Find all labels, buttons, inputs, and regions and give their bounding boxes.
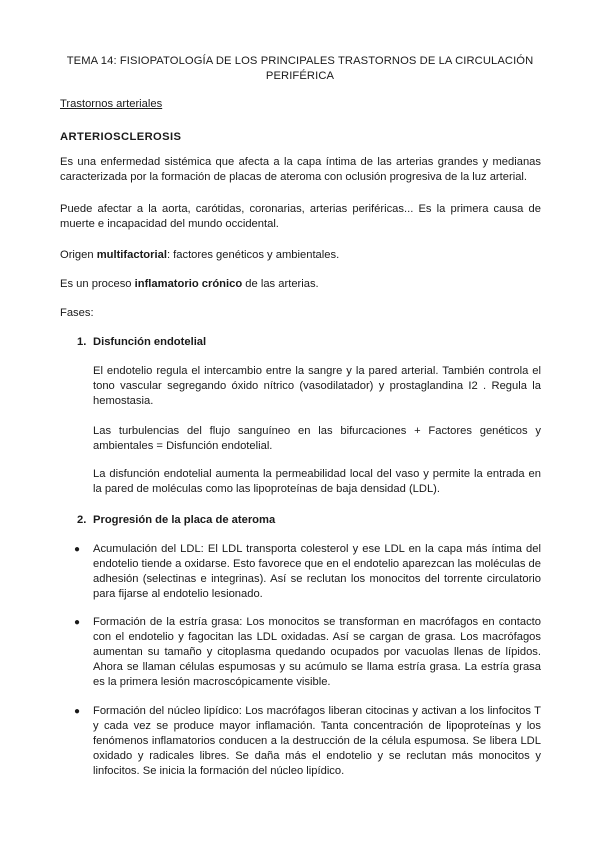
document-title: TEMA 14: FISIOPATOLOGÍA DE LOS PRINCIPALES TRASTORNOS DE LA CIRCULACIÓN PERIFÉRICA xyxy=(66,55,534,82)
phase-2-number: 2. xyxy=(77,514,87,526)
intro-paragraph-3: Origen multifactorial: factores genéticos y ambientales. xyxy=(60,249,340,261)
phase-2-bullet-item: Formación de la estría grasa: Los monocitos se transforman en macrófagos en contacto con el endotelio y fagocitan las LDL oxidadas. Así se cargan de grasa. Los macrófagos aumentan su tamaño y citoplasma quedando ocupados por vacuolas llenas de lípidos. Ahora se llaman células espumosas y su acúmulo se llama estría grasa. La estría grasa es la primera lesión macroscópicamente visible. xyxy=(93,616,541,688)
topic-heading: ARTERIOSCLEROSIS xyxy=(60,131,182,143)
intro-paragraph-2: Puede afectar a la aorta, carótidas, coronarias, arterias periféricas... Es la primera causa de muerte e incapacidad del mundo occidental. xyxy=(60,203,541,230)
phase-1-title: Disfunción endotelial xyxy=(93,336,207,348)
fases-label: Fases: xyxy=(60,307,94,319)
phase-2-title: Progresión de la placa de ateroma xyxy=(93,514,276,526)
intro-paragraph-4: Es un proceso inflamatorio crónico de las arterias. xyxy=(60,278,319,290)
intro-paragraph-1: Es una enfermedad sistémica que afecta a la capa íntima de las arterias grandes y medianas caracterizada por la formación de placas de ateroma con oclusión progresiva de la luz arterial. xyxy=(60,156,541,183)
phase-1-paragraph: El endotelio regula el intercambio entre la sangre y la pared arterial. También controla el tono vascular segregando óxido nítrico (vasodilatador) y prostaglandina I2 . Regula la hemostasia. xyxy=(93,365,541,407)
phase-1-paragraph: Las turbulencias del flujo sanguíneo en las bifurcaciones + Factores genéticos y ambientales = Disfunción endotelial. xyxy=(93,425,541,452)
phase-2-bullet-item: Formación del núcleo lipídico: Los macrófagos liberan citocinas y activan a los linfocitos T y cada vez se produce mayor inflamación. Tanta concentración de lipoproteínas y los fenómenos inflamatorios conducen a la destrucción de la célula espumosa. Se libera LDL oxidado y radicales libres. Se daña más el endotelio y se reclutan más monocitos y linfocitos. Se inicia la formación del núcleo lipídico. xyxy=(93,705,541,777)
phase-2-bullet-item: Acumulación del LDL: El LDL transporta colesterol y ese LDL en la capa más íntima del endotelio tiende a oxidarse. Esto favorece que en el endotelio aparezcan las moléculas de adhesión (selectinas e integrinas). Así se reclutan los monocitos del torrente circulatorio para fijarse al endotelio lesionado. xyxy=(93,543,541,600)
phase-1-paragraph: La disfunción endotelial aumenta la permeabilidad local del vaso y permite la entrada en la pared de moléculas como las lipoproteínas de baja densidad (LDL). xyxy=(93,468,541,495)
bullet-icon: ● xyxy=(74,706,81,717)
section-heading: Trastornos arteriales xyxy=(60,98,163,110)
bullet-icon: ● xyxy=(74,617,81,628)
phase-1-number: 1. xyxy=(77,336,87,348)
bullet-icon: ● xyxy=(74,544,81,555)
